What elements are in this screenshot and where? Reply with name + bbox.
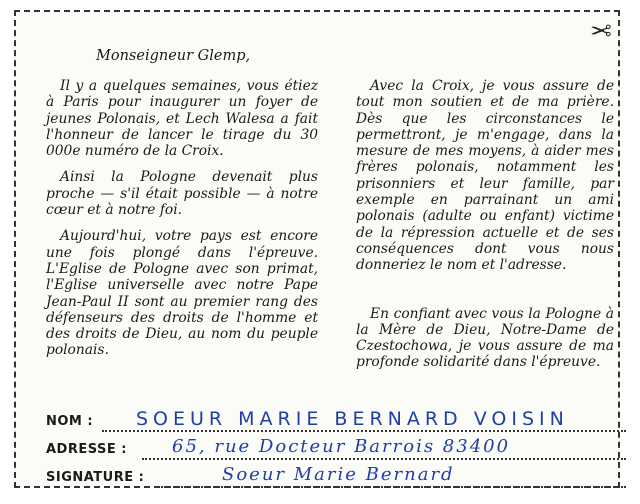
adresse-label: ADRESSE : [46,442,127,457]
letter-paragraph: Il y a quelques semaines, vous étiez à Paris pour inaugurer un foyer de jeunes Polonais, et Lech Walesa a fait l'honneur de lancer le tirage du 30 000e numéro de la Croix. [46,78,318,160]
signature-field[interactable]: Soeur Marie Bernard [222,464,455,485]
form-row-adresse [46,438,626,466]
form-row-signature [46,466,626,494]
letter-left-column [46,78,318,369]
letter-paragraph: Ainsi la Pologne devenait plus proche — s'il était possible — à notre cœur et à notre foi. [46,169,318,219]
letter-paragraph: En confiant avec vous la Pologne à la Mère de Dieu, Notre-Dame de Czestochowa, je vous assure de ma profonde solidarité dans l'épreuve. [356,305,614,371]
adresse-field[interactable]: 65, rue Docteur Barrois 83400 [172,436,511,457]
nom-label: NOM : [46,414,94,429]
reply-form [46,410,626,494]
scissors-icon: ✂ [590,14,612,44]
letter-right-column [356,78,614,381]
letter-paragraph: Avec la Croix, je vous assure de tout mon soutien et de ma prière. Dès que les circonstances le permettront, je m'engage, dans la mesure de mes moyens, à aider mes frères polonais, notamment les prisonniers et leur famille, par exemple en parrainant un ami polonais (adulte ou enfant) victime de la répression actuelle et de ses conséquences dont vous nous donneriez le nom et l'adresse. [356,78,614,274]
form-row-nom [46,410,626,438]
letter-salutation: Monseigneur Glemp, [96,48,251,64]
signature-label: SIGNATURE : [46,470,145,485]
coupon-card [14,10,620,488]
letter-paragraph: Aujourd'hui, votre pays est encore une fois plongé dans l'épreuve. L'Eglise de Pologne avec son primat, l'Eglise universelle avec notre Pape Jean-Paul II sont au premier rang des défenseurs des droits de l'homme et des droits de Dieu, au nom du peuple polonais. [46,228,318,359]
nom-field[interactable]: SOEUR MARIE BERNARD VOISIN [136,408,569,430]
